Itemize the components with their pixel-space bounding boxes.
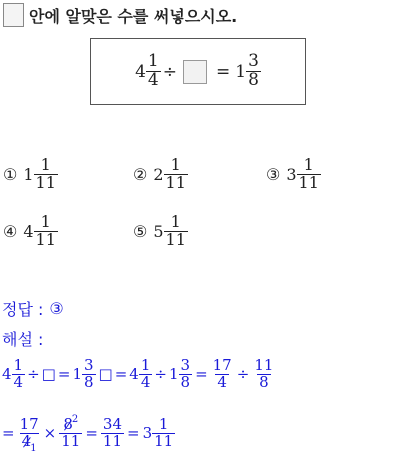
eq-a-whole: 4 (135, 61, 146, 82)
choice-marker: ③ (266, 164, 281, 184)
explanation-line-1: 4 $\frac{1}{4}$ ÷ □ = 1 $\frac{3}{8}$ □ = 4 $\frac{1}{4}$ ÷ 1 $\frac{3}{8}$ = $\frac{17}{4}$ ÷ $\frac{11}{8}$ (2, 356, 274, 391)
choice-2[interactable]: ② 2 $\frac{1}{11}$ (133, 155, 186, 192)
explanation-line-2: = $\frac{17}{4_1}$ × $\frac{8^2}{11}$ = $\frac{34}{11}$ = 3 $\frac{1}{11}$ (2, 414, 174, 454)
answer-label: 정답 : (2, 300, 44, 319)
eq-a-fraction: $\frac{1}{4}$ (147, 51, 159, 90)
choice-4[interactable]: ④ 4 $\frac{1}{11}$ (3, 212, 56, 249)
choice-fraction: $\frac{1}{11}$ (165, 212, 186, 249)
answer-blank-box (3, 3, 24, 27)
equation-box (90, 38, 306, 105)
choice-marker: ④ (3, 221, 18, 241)
blank-square: □ (41, 365, 56, 384)
choice-3[interactable]: ③ 3 $\frac{1}{11}$ (266, 155, 319, 192)
eq-blank-input[interactable] (183, 60, 207, 84)
choice-marker: ② (133, 164, 148, 184)
cancelled-fraction: $\frac{17}{4_1}$ (19, 415, 39, 454)
choice-marker: ⑤ (133, 221, 148, 241)
cancelled-fraction: $\frac{8^2}{11}$ (61, 414, 81, 450)
answer-value: ③ (49, 299, 64, 318)
eq-b-whole: 1 (235, 61, 247, 82)
eq-div-sign: ÷ (162, 61, 177, 82)
question-text: 안에 알맞은 수를 써넣으시오. (29, 7, 238, 26)
choice-5[interactable]: ⑤ 5 $\frac{1}{11}$ (133, 212, 186, 249)
choice-marker: ① (3, 164, 18, 184)
choice-fraction: $\frac{1}{11}$ (35, 212, 56, 249)
eq-equals: = (216, 61, 231, 82)
eq-b-fraction: $\frac{3}{8}$ (248, 51, 259, 90)
answer-line (2, 297, 64, 320)
blank-square: □ (98, 365, 113, 384)
choice-1[interactable]: ① 1 $\frac{1}{11}$ (3, 155, 56, 192)
explanation-label: 해설 : (2, 330, 44, 349)
choice-fraction: $\frac{1}{11}$ (35, 155, 56, 192)
choice-fraction: $\frac{1}{11}$ (165, 155, 186, 192)
choice-fraction: $\frac{1}{11}$ (298, 155, 319, 192)
